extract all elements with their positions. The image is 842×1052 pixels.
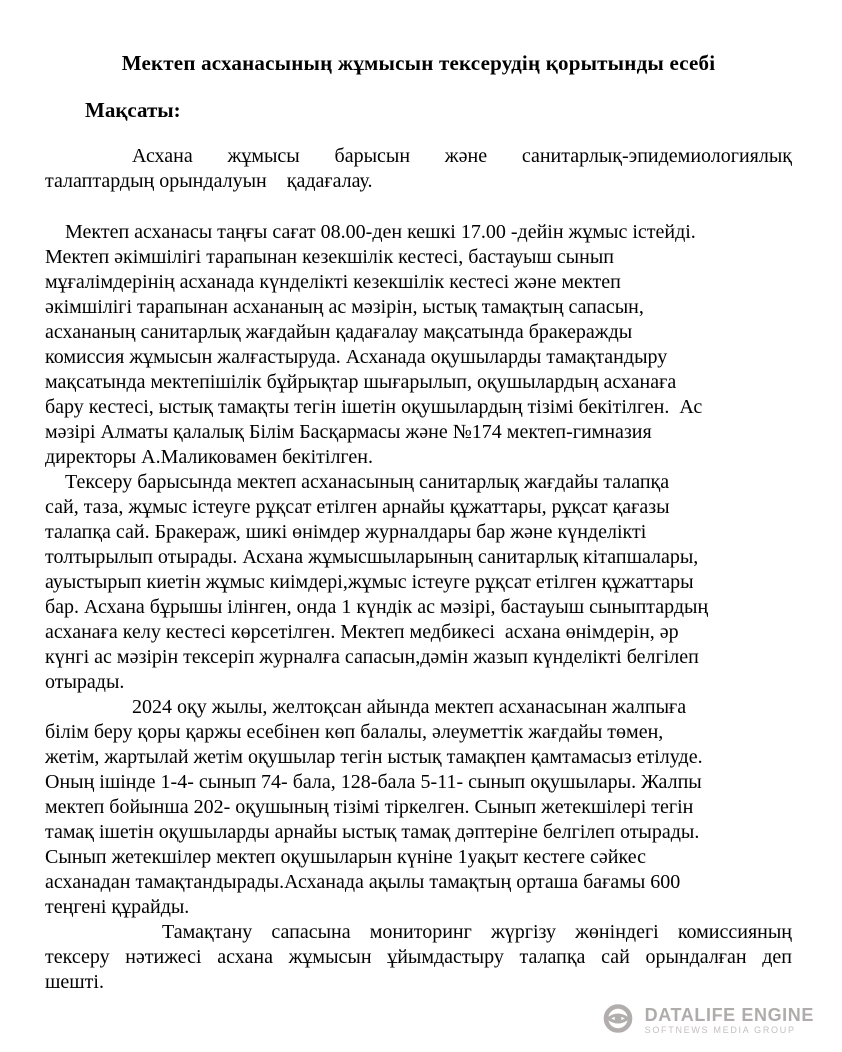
text-line: мұғалімдерінің асханада күнделікті кезекшілік кестесі және мектеп [45,271,621,293]
text-line: Мектеп әкімшілігі тарапынан кезекшілік кестесі, бастауыш сынып [45,246,614,268]
text-line: талапқа сай. Бракераж, шикі өнімдер журналдары бар және күнделікті [45,521,647,543]
text-line: тексеру нәтижесі асхана жұмысын ұйымдастыру талапқа сай орындалған деп [45,946,792,968]
text-line: талаптардың орындалуын қадағалау. [45,170,373,192]
datalife-engine-watermark [602,1003,814,1039]
text-line: күнгі ас мәзірін тексеріп журналға сапасын,дәмін жазып күнделікті белгілеп [45,646,699,668]
text-line: отырады. [45,671,125,693]
purpose-heading: Мақсаты: [85,98,181,122]
text-line: ауыстырып киетін жұмыс киімдері,жұмыс істеуге рұқсат етілген құжаттары [45,571,694,593]
text-line: асханаға келу кестесі көрсетілген. Мектеп медбикесі асхана өнімдерін, әр [45,621,679,643]
text-line: асхананың санитарлық жағдайын қадағалау мақсатында бракеражды [45,321,633,343]
datalife-eye-icon [602,1003,638,1039]
text-line: мақсатында мектепішілік бұйрықтар шығарылып, оқушылардың асханаға [45,371,677,393]
text-line: Оның ішінде 1-4- сынып 74- бала, 128-бала 5-11- сынып оқушылары. Жалпы [45,771,702,793]
text-line: толтырылып отырады. Асхана жұмысшыларының санитарлық кітапшалары, [45,546,699,568]
text-line: жетім, жартылай жетім оқушылар тегін ыстық тамақпен қамтамасыз етілуде. [45,746,703,768]
watermark-subtitle-label: SOFTNEWS MEDIA GROUP [644,1025,796,1035]
report-body-text [45,220,792,995]
text-line: білім беру қоры қаржы есебінен көп балалы, әлеуметтік жағдайы төмен, [45,721,664,743]
text-line: бару кестесі, ыстық тамақты тегін ішетін оқушылардың тізімі бекітілген. Ас [45,396,703,418]
text-line: теңгені құрайды. [45,896,190,918]
text-line: мектеп бойынша 202- оқушының тізімі тіркелген. Сынып жетекшілері тегін [45,796,694,818]
text-line: асханадан тамақтандырады.Асханада ақылы тамақтың орташа бағамы 600 [45,871,681,893]
text-line: тамақ ішетін оқушыларды арнайы ыстық тамақ дәптеріне белгілеп отырады. [45,821,700,843]
text-line: Асхана жұмысы барысын және санитарлық-эпидемиологиялық [132,145,792,167]
watermark-text [645,1006,814,1036]
text-line: комиссия жұмысын жалғастыруда. Асханада оқушыларды тамақтандыру [45,346,668,368]
text-line: шешті. [45,971,104,993]
text-line: сай, таза, жұмыс істеуге рұқсат етілген арнайы құжаттары, рұқсат қағазы [45,496,670,518]
text-line: 2024 оқу жылы, желтоқсан айында мектеп асханасынан жалпыға [132,696,687,718]
text-line: Тамақтану сапасына мониторинг жүргізу жөніндегі комиссияның [162,921,792,943]
document-title: Мектеп асханасының жұмысын тексерудің қорытынды есебі [121,51,716,75]
text-line: директоры А.Маликовамен бекітілген. [45,446,373,468]
text-line: Мектеп асханасы таңғы сағат 08.00-ден кешкі 17.00 -дейін жұмыс істейді. [65,221,696,243]
text-line: Тексеру барысында мектеп асханасының санитарлық жағдайы талапқа [65,471,670,493]
purpose-paragraph [45,144,792,194]
text-line: бар. Асхана бұрышы ілінген, онда 1 күндік ас мәзірі, бастауыш сыныптардың [45,596,709,618]
text-line: мәзірі Алматы қалалық Білім Басқармасы және №174 мектеп-гимназия [45,421,652,443]
watermark-brand-label: DATALIFE ENGINE [644,1005,814,1025]
text-line: әкімшілігі тарапынан асхананың ас мәзірін, ыстық тамақтың сапасын, [45,296,644,318]
text-line: Сынып жетекшілер мектеп оқушыларын күніне 1уақыт кестеге сәйкес [45,846,646,868]
